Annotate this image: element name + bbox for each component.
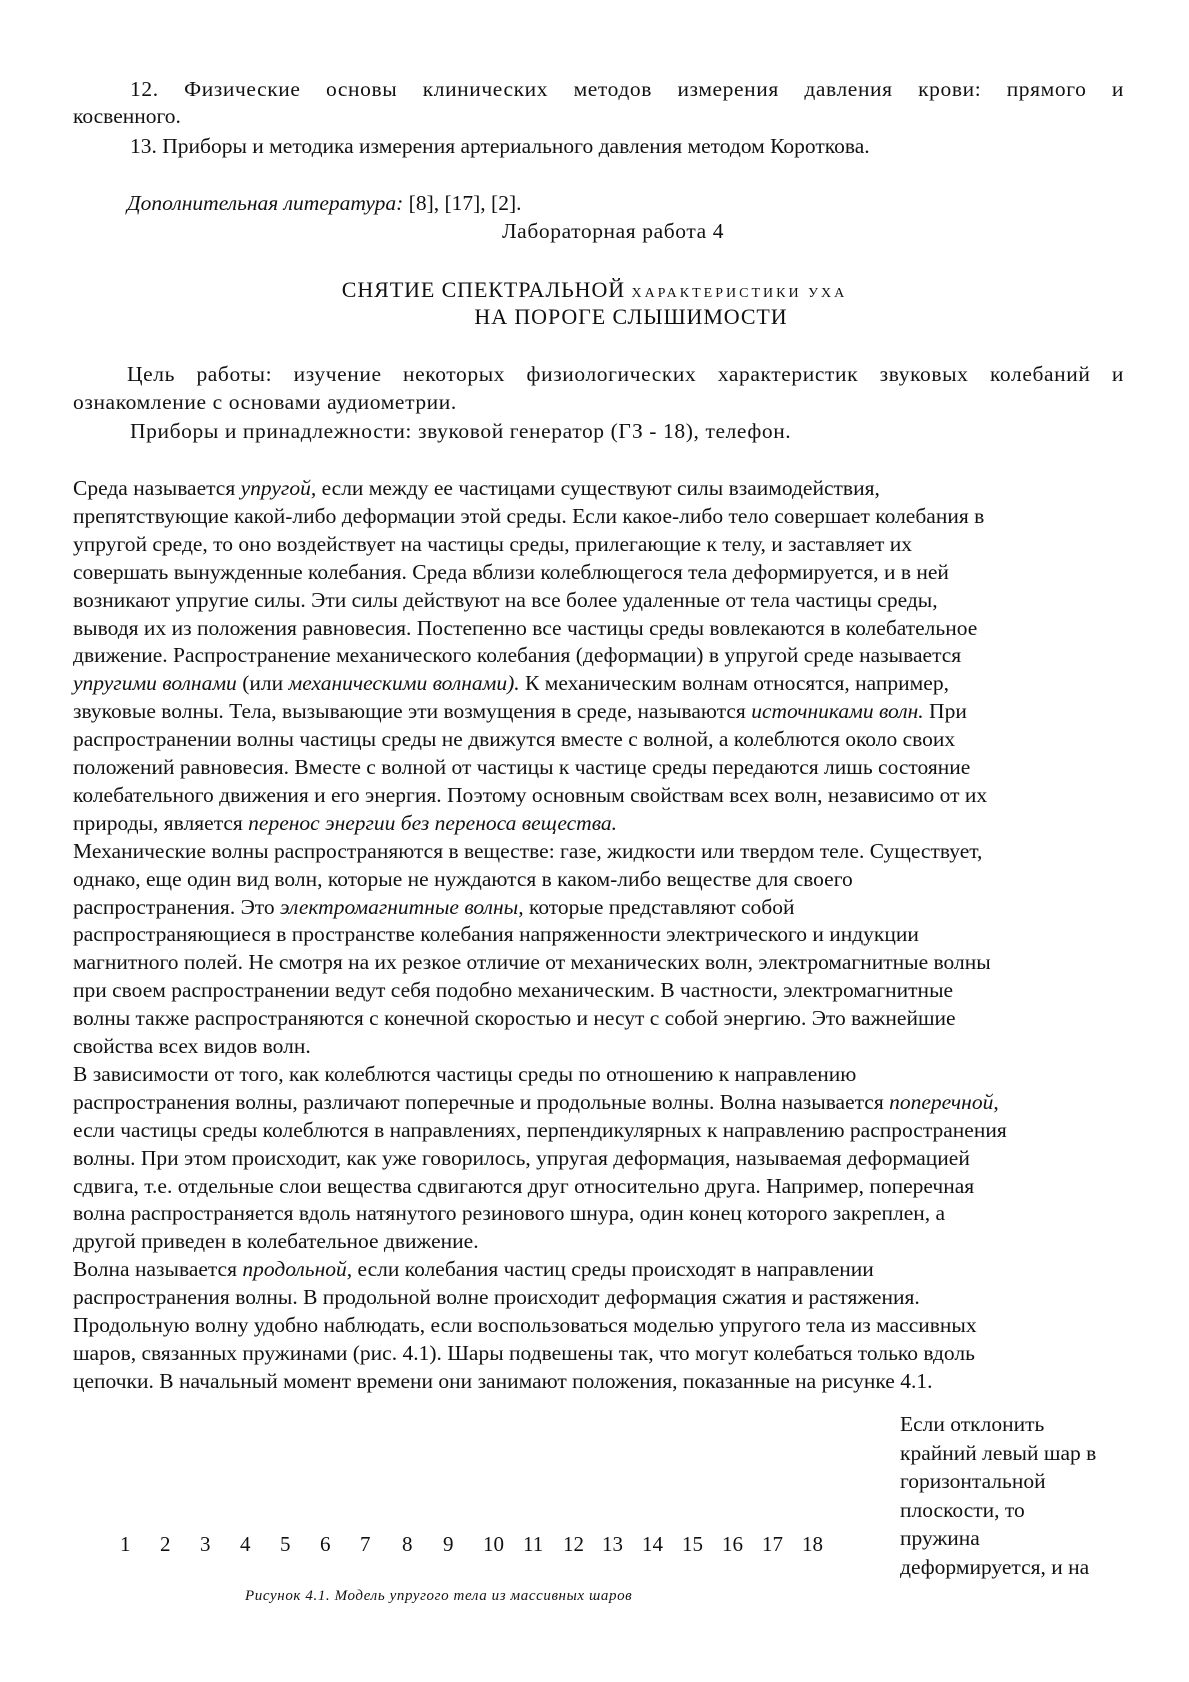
goal-line2: ознакомление с основами аудиометрии. xyxy=(73,390,457,414)
italic-term: перенос энергии без переноса вещества. xyxy=(248,810,618,835)
ball-number-label: 17 xyxy=(762,1532,783,1556)
body-line xyxy=(73,587,938,614)
body-line xyxy=(73,559,949,586)
side-text-line: плоскости, то xyxy=(900,1497,1025,1522)
body-line xyxy=(73,1368,932,1395)
body-line xyxy=(73,754,970,781)
body-line xyxy=(73,670,949,697)
ball-number-label: 10 xyxy=(483,1532,504,1556)
body-line xyxy=(73,642,961,669)
body-line xyxy=(73,1005,956,1032)
ball-number-label: 8 xyxy=(402,1532,413,1556)
text-segment: другой приведен в колебательное движение. xyxy=(73,1229,479,1254)
body-line xyxy=(73,866,853,893)
text-segment: если между ее частицами существуют силы взаимодействия, xyxy=(316,476,880,500)
text-segment: движение. Распространение механического колебания (деформации) в упругой среде называется xyxy=(73,643,962,668)
body-line xyxy=(73,810,617,837)
text-segment: распространении волны частицы среды не движутся вместе с волной, а колеблются около своих xyxy=(73,727,956,752)
side-text-line: крайний левый шар в xyxy=(900,1440,1097,1465)
text-segment: препятствующие какой-либо деформации этой среды. Если какое-либо тело совершает колебания в xyxy=(73,503,985,528)
lab-number: Лабораторная работа 4 xyxy=(502,219,725,243)
question-12-line1: 12. Физические основы клинических методов измерения давления крови: прямого и xyxy=(130,77,1124,101)
lab-title-big: СНЯТИЕ СПЕКТРАЛЬНОЙ xyxy=(341,277,626,302)
literature-refs: [8], [17], [2]. xyxy=(403,191,522,215)
body-line xyxy=(73,1200,945,1227)
side-text xyxy=(900,1410,1096,1581)
text-segment: звуковые волны. Тела, вызывающие эти возмущения в среде, называются xyxy=(73,699,752,724)
text-segment: если частицы среды колеблются в направлениях, перпендикулярных к направлению распространения xyxy=(73,1117,1007,1142)
body-line xyxy=(73,1340,975,1367)
text-segment: колебательного движения и его энергия. Поэтому основным свойствам всех волн, независимо от их xyxy=(73,782,988,807)
text-segment: распространения волны, различают поперечные и продольные волны. Волна называется xyxy=(73,1089,890,1114)
side-text-line: пружина xyxy=(900,1526,980,1550)
body-line xyxy=(73,1284,920,1311)
text-segment: распространяющиеся в пространстве колебания напряженности электрического и индукции xyxy=(73,922,919,947)
side-text-line: Если отклонить xyxy=(900,1412,1045,1436)
italic-term: продольной, xyxy=(242,1257,353,1282)
text-segment: положений равновесия. Вместе с волной от частицы к частице среды передаются лишь состояние xyxy=(73,755,971,779)
figure-caption: Рисунок 4.1. Модель упругого тела из массивных шаров xyxy=(245,1588,633,1604)
ball-number-label: 15 xyxy=(682,1532,703,1556)
body-line xyxy=(73,503,984,530)
text-segment: шаров, связанных пружинами (рис. 4.1). Шары подвешены так, что могут колебаться только вдоль xyxy=(73,1340,975,1365)
ball-number-label: 12 xyxy=(563,1532,584,1556)
body-line xyxy=(73,1117,1007,1144)
body-line xyxy=(73,977,953,1004)
body-line xyxy=(73,949,991,976)
text-segment: цепочки. В начальный момент времени они занимают положения, показанные на рисунке 4.1. xyxy=(73,1368,933,1393)
text-segment: (или xyxy=(236,671,289,696)
ball-number-label: 3 xyxy=(200,1532,211,1556)
ball-number-label: 18 xyxy=(802,1532,823,1556)
italic-term: поперечной xyxy=(889,1089,994,1114)
additional-literature xyxy=(127,190,522,217)
italic-term: источниками волн. xyxy=(751,699,924,724)
text-segment: Механические волны распространяются в веществе: газе, жидкости или твердом теле. Существует, xyxy=(73,838,983,863)
text-segment: Среда называется xyxy=(73,476,241,500)
text-segment: которые представляют собой xyxy=(523,894,795,919)
ball-number-label: 9 xyxy=(443,1532,454,1556)
literature-label: Дополнительная литература: xyxy=(127,191,404,215)
italic-term: электромагнитные волны, xyxy=(280,894,524,919)
ball-number-label: 5 xyxy=(280,1532,291,1556)
italic-term: упругими волнами xyxy=(73,671,237,696)
ball-number-label: 14 xyxy=(642,1532,663,1556)
body-line xyxy=(73,1061,856,1088)
text-segment: свойства всех видов волн. xyxy=(73,1034,311,1058)
body-line xyxy=(73,894,795,921)
text-segment: распространения. Это xyxy=(73,894,281,919)
text-segment: магнитного полей. Не смотря на их резкое отличие от механических волн, электромагнитные волны xyxy=(73,950,991,975)
text-segment: волны также распространяются с конечной скоростью и несут с собой энергию. Это важнейшие xyxy=(73,1006,956,1031)
text-segment: распространения волны. В продольной волне происходит деформация сжатия и растяжения. xyxy=(73,1285,920,1310)
lab-title-line2: НА ПОРОГЕ СЛЫШИМОСТИ xyxy=(474,304,788,329)
question-12-line2: косвенного. xyxy=(73,104,181,128)
body-line xyxy=(73,615,977,642)
body-line xyxy=(73,726,955,753)
italic-term: механическими волнами). xyxy=(288,671,520,696)
text-segment: однако, еще один вид волн, которые не нуждаются в каком-либо веществе для своего xyxy=(73,866,853,891)
text-segment: волна распространяется вдоль натянутого резинового шнура, один конец которого закреплен, а xyxy=(73,1201,946,1226)
text-segment: В зависимости от того, как колеблются частицы среды по отношению к направлению xyxy=(73,1061,857,1086)
text-segment: К механическим волнам относятся, например, xyxy=(519,671,949,696)
text-segment: Волна называется xyxy=(73,1257,243,1282)
side-text-line: горизонтальной xyxy=(900,1469,1046,1493)
ball-number-label: 4 xyxy=(240,1532,251,1556)
goal-line1: Цель работы: изучение некоторых физиологических характеристик звуковых колебаний и xyxy=(127,362,1124,386)
body-line xyxy=(73,1312,977,1339)
text-segment: выводя их из положения равновесия. Постепенно все частицы среды вовлекаются в колебательное xyxy=(73,615,978,640)
body-line xyxy=(73,531,912,558)
text-segment: волны. При этом происходит, как уже говорилось, упругая деформация, называемая деформацией xyxy=(73,1145,970,1170)
body-line xyxy=(73,698,967,725)
body-line xyxy=(73,782,987,809)
ball-number-label: 11 xyxy=(523,1532,544,1556)
body-line xyxy=(73,1033,311,1060)
text-segment: совершать вынужденные колебания. Среда вблизи колеблющегося тела деформируется, и в ней xyxy=(73,559,949,584)
figure-ball-numbers xyxy=(0,1532,900,1562)
body-line xyxy=(73,475,880,502)
body-line xyxy=(73,1089,999,1116)
body-line xyxy=(73,1256,874,1283)
body-line xyxy=(73,1145,970,1172)
ball-number-label: 2 xyxy=(160,1532,171,1556)
text-segment: природы, является xyxy=(73,810,249,835)
italic-term: упругой, xyxy=(240,476,317,500)
lab-title-small: ХАРАКТЕРИСТИКИ УХА xyxy=(631,286,848,301)
ball-number-label: 6 xyxy=(320,1532,331,1556)
ball-number-label: 1 xyxy=(120,1532,131,1556)
body-line xyxy=(73,1173,974,1200)
side-text-line: деформируется, и на xyxy=(900,1554,1090,1579)
ball-number-label: 16 xyxy=(722,1532,743,1556)
text-segment: возникают упругие силы. Эти силы действуют на все более удаленные от тела частицы среды, xyxy=(73,587,938,612)
ball-number-label: 7 xyxy=(360,1532,371,1556)
text-segment: упругой среде, то оно воздействует на частицы среды, прилегающие к телу, и заставляет их xyxy=(73,531,912,556)
text-segment: сдвига, т.е. отдельные слои вещества сдвигаются друг относительно друга. Например, поперечная xyxy=(73,1173,975,1198)
text-segment: , xyxy=(993,1089,999,1114)
body-line xyxy=(73,838,982,865)
ball-number-label: 13 xyxy=(602,1532,623,1556)
equipment-line: Приборы и принадлежности: звуковой генератор (ГЗ - 18), телефон. xyxy=(130,419,792,443)
text-segment: При xyxy=(923,699,967,724)
body-line xyxy=(73,1228,479,1255)
body-line xyxy=(73,921,919,948)
text-segment: при своем распространении ведут себя подобно механическим. В частности, электромагнитные xyxy=(73,978,954,1003)
text-segment: Продольную волну удобно наблюдать, если воспользоваться моделью упругого тела из массивных xyxy=(73,1313,977,1337)
text-segment: если колебания частиц среды происходят в направлении xyxy=(352,1257,874,1282)
question-13: 13. Приборы и методика измерения артериального давления методом Короткова. xyxy=(130,134,870,158)
